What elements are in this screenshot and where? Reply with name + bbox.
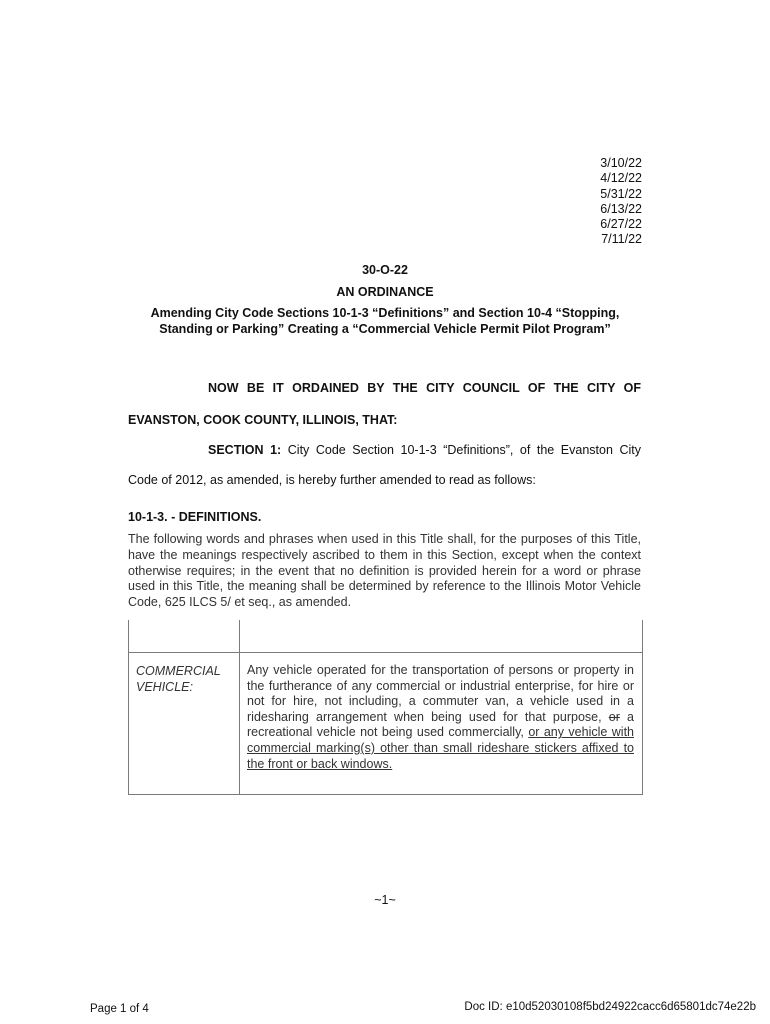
definition-text-deleted: or (608, 709, 620, 724)
revision-date: 4/12/22 (600, 171, 642, 186)
definition-text-added: or any vehicle with commercial marking(s) other than small rideshare stickers affixed to the front or back windows. (247, 725, 634, 771)
table-header-row (128, 620, 643, 653)
section-1-continued: Code of 2012, as amended, is hereby further amended to read as follows: (128, 473, 536, 487)
definition-text-middle: a recreational vehicle not being used commercially, (247, 709, 634, 740)
table-column-divider (239, 620, 240, 794)
page-marker: ~1~ (374, 893, 396, 907)
revision-date: 7/11/22 (601, 232, 642, 247)
definitions-paragraph: The following words and phrases when used in this Title shall, for the purposes of this Title, have the meanings respectively ascribed to them in this Section, except when the context otherwise requires; in the event that no definition is provided herein for a word or phrase used in this Title, the meaning shall be determined by reference to the Illinois Motor Vehicle Code, 625 ILCS 5/ et seq., as amended. (128, 532, 641, 610)
ordinance-label: AN ORDINANCE (336, 285, 434, 299)
section-1-label: SECTION 1: (208, 443, 282, 457)
footer-page-count: Page 1 of 4 (90, 1003, 149, 1015)
section-1-text: City Code Section 10-1-3 “Definitions”, of the Evanston City (281, 443, 641, 457)
revision-date: 5/31/22 (600, 186, 642, 201)
definition-table (128, 620, 641, 794)
definitions-heading: 10-1-3. - DEFINITIONS. (128, 510, 262, 524)
definition-term: COMMERCIAL VEHICLE: (136, 664, 221, 694)
definition-text-plain: Any vehicle operated for the transportation of persons or property in the furtherance of any commercial or industrial enterprise, for hire or not for hire, not including, a commuter van, a vehicle used in a ridesharing arrangement when being used for that purpose, (247, 663, 634, 724)
ordained-clause: NOW BE IT ORDAINED BY THE CITY COUNCIL OF THE CITY OF (208, 381, 641, 395)
ordinance-title: Amending City Code Sections 10-1-3 “Definitions” and Section 10-4 “Stopping, Standing or Parking” Creating a “Commercial Vehicle Permit Pilot Program” (150, 306, 620, 336)
ordinance-number: 30-O-22 (362, 263, 408, 277)
revision-date: 6/27/22 (600, 217, 642, 232)
definition-text (247, 663, 634, 772)
revision-date: 3/10/22 (600, 156, 642, 170)
ordained-clause-continued: EVANSTON, COOK COUNTY, ILLINOIS, THAT: (128, 413, 398, 427)
revision-dates (600, 156, 642, 248)
footer-doc-id: Doc ID: e10d52030108f5bd24922cacc6d65801dc74e22b (464, 1001, 756, 1013)
revision-date: 6/13/22 (600, 201, 642, 216)
section-1-intro (208, 443, 641, 457)
